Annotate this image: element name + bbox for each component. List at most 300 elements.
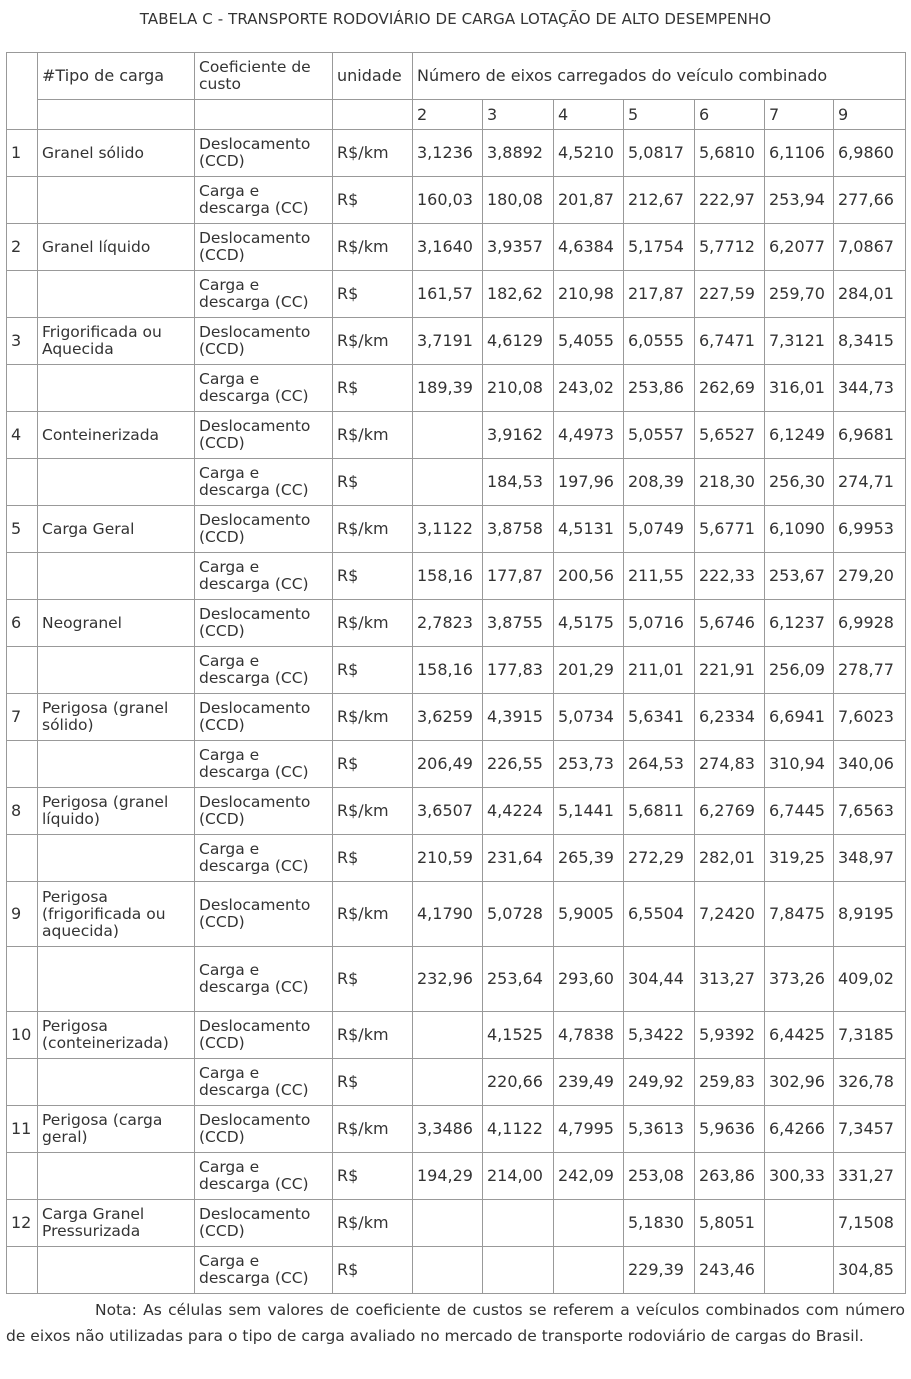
value-cell: 194,29	[413, 1153, 483, 1200]
value-cell: 284,01	[834, 271, 906, 318]
value-cell: 5,7712	[695, 224, 765, 271]
value-cell	[765, 1247, 834, 1294]
value-cell: 4,4224	[483, 788, 554, 835]
header-eixo-3: 3	[483, 100, 554, 130]
value-cell: 227,59	[695, 271, 765, 318]
unit-cell: R$/km	[333, 412, 413, 459]
table-row	[7, 741, 906, 788]
header-eixo-5: 5	[624, 100, 695, 130]
row-number-cell: 5	[7, 506, 38, 553]
cost-coefficient-cell: Carga e descarga (CC)	[195, 177, 333, 224]
table-row	[7, 835, 906, 882]
value-cell: 177,83	[483, 647, 554, 694]
cargo-type-cell	[38, 553, 195, 600]
value-cell: 5,8051	[695, 1200, 765, 1247]
value-cell: 4,7995	[554, 1106, 624, 1153]
table-row	[7, 1012, 906, 1059]
value-cell: 7,1508	[834, 1200, 906, 1247]
unit-cell: R$	[333, 947, 413, 1012]
value-cell: 6,7471	[695, 318, 765, 365]
cost-coefficient-cell: Deslocamento (CCD)	[195, 1200, 333, 1247]
unit-cell: R$/km	[333, 318, 413, 365]
value-cell: 4,1525	[483, 1012, 554, 1059]
value-cell: 272,29	[624, 835, 695, 882]
cargo-type-cell: Perigosa (granel sólido)	[38, 694, 195, 741]
row-number-cell: 8	[7, 788, 38, 835]
value-cell: 7,3457	[834, 1106, 906, 1153]
header-tipo-de-carga: #Tipo de carga	[38, 53, 195, 100]
cost-coefficient-table	[6, 52, 906, 1294]
row-number-cell: 4	[7, 412, 38, 459]
table-row	[7, 318, 906, 365]
cargo-type-cell	[38, 1153, 195, 1200]
cargo-type-cell	[38, 835, 195, 882]
value-cell: 3,7191	[413, 318, 483, 365]
unit-cell: R$/km	[333, 130, 413, 177]
value-cell	[413, 412, 483, 459]
row-number-cell: 1	[7, 130, 38, 177]
row-number-cell: 9	[7, 882, 38, 947]
cost-coefficient-cell: Deslocamento (CCD)	[195, 506, 333, 553]
value-cell: 7,6023	[834, 694, 906, 741]
value-cell: 3,8892	[483, 130, 554, 177]
value-cell: 4,4973	[554, 412, 624, 459]
unit-cell: R$/km	[333, 224, 413, 271]
header-eixos-row	[7, 100, 906, 130]
value-cell: 211,55	[624, 553, 695, 600]
cargo-type-cell: Perigosa (granel líquido)	[38, 788, 195, 835]
value-cell: 6,9681	[834, 412, 906, 459]
unit-cell: R$	[333, 1059, 413, 1106]
value-cell: 302,96	[765, 1059, 834, 1106]
value-cell: 3,6259	[413, 694, 483, 741]
header-eixo-7: 7	[765, 100, 834, 130]
value-cell	[413, 1247, 483, 1294]
value-cell: 161,57	[413, 271, 483, 318]
cargo-type-cell	[38, 177, 195, 224]
unit-cell: R$	[333, 1153, 413, 1200]
row-number-cell	[7, 835, 38, 882]
value-cell: 256,09	[765, 647, 834, 694]
unit-cell: R$/km	[333, 1200, 413, 1247]
value-cell: 340,06	[834, 741, 906, 788]
value-cell: 210,08	[483, 365, 554, 412]
value-cell: 253,64	[483, 947, 554, 1012]
header-blank-cell	[195, 100, 333, 130]
table-row	[7, 947, 906, 1012]
value-cell: 6,4266	[765, 1106, 834, 1153]
value-cell: 5,0734	[554, 694, 624, 741]
cost-coefficient-cell: Carga e descarga (CC)	[195, 365, 333, 412]
value-cell: 7,0867	[834, 224, 906, 271]
row-number-cell	[7, 459, 38, 506]
unit-cell: R$	[333, 647, 413, 694]
value-cell: 3,9357	[483, 224, 554, 271]
value-cell: 7,2420	[695, 882, 765, 947]
cargo-type-cell: Perigosa (frigorificada ou aquecida)	[38, 882, 195, 947]
value-cell: 6,4425	[765, 1012, 834, 1059]
value-cell	[413, 459, 483, 506]
value-cell: 208,39	[624, 459, 695, 506]
value-cell: 2,7823	[413, 600, 483, 647]
value-cell: 293,60	[554, 947, 624, 1012]
value-cell: 6,6941	[765, 694, 834, 741]
row-number-cell	[7, 1059, 38, 1106]
value-cell: 253,94	[765, 177, 834, 224]
cargo-type-cell	[38, 1247, 195, 1294]
header-blank-cell	[333, 100, 413, 130]
value-cell: 253,86	[624, 365, 695, 412]
value-cell: 5,0557	[624, 412, 695, 459]
value-cell: 242,09	[554, 1153, 624, 1200]
value-cell: 313,27	[695, 947, 765, 1012]
value-cell: 220,66	[483, 1059, 554, 1106]
value-cell: 5,9005	[554, 882, 624, 947]
table-row	[7, 224, 906, 271]
cargo-type-cell	[38, 459, 195, 506]
value-cell: 5,4055	[554, 318, 624, 365]
value-cell: 6,9860	[834, 130, 906, 177]
row-number-cell: 7	[7, 694, 38, 741]
value-cell: 265,39	[554, 835, 624, 882]
value-cell: 189,39	[413, 365, 483, 412]
row-number-cell: 2	[7, 224, 38, 271]
header-eixo-4: 4	[554, 100, 624, 130]
value-cell: 5,9392	[695, 1012, 765, 1059]
value-cell	[554, 1247, 624, 1294]
unit-cell: R$/km	[333, 1012, 413, 1059]
table-row	[7, 459, 906, 506]
value-cell: 201,87	[554, 177, 624, 224]
value-cell: 373,26	[765, 947, 834, 1012]
value-cell: 5,3613	[624, 1106, 695, 1153]
value-cell: 6,5504	[624, 882, 695, 947]
value-cell: 409,02	[834, 947, 906, 1012]
value-cell: 3,1640	[413, 224, 483, 271]
unit-cell: R$	[333, 177, 413, 224]
cost-coefficient-cell: Carga e descarga (CC)	[195, 271, 333, 318]
value-cell: 259,83	[695, 1059, 765, 1106]
value-cell: 231,64	[483, 835, 554, 882]
cargo-type-cell	[38, 271, 195, 318]
table-row	[7, 1153, 906, 1200]
cargo-type-cell	[38, 365, 195, 412]
value-cell	[413, 1012, 483, 1059]
value-cell: 304,85	[834, 1247, 906, 1294]
cargo-type-cell: Neogranel	[38, 600, 195, 647]
value-cell: 3,9162	[483, 412, 554, 459]
cargo-type-cell: Carga Geral	[38, 506, 195, 553]
cost-coefficient-cell: Deslocamento (CCD)	[195, 1106, 333, 1153]
value-cell: 4,7838	[554, 1012, 624, 1059]
header-coeficiente: Coeficiente de custo	[195, 53, 333, 100]
table-row	[7, 271, 906, 318]
cost-coefficient-cell: Deslocamento (CCD)	[195, 318, 333, 365]
row-number-cell	[7, 741, 38, 788]
value-cell: 239,49	[554, 1059, 624, 1106]
value-cell: 264,53	[624, 741, 695, 788]
unit-cell: R$	[333, 741, 413, 788]
table-row	[7, 788, 906, 835]
row-number-cell: 11	[7, 1106, 38, 1153]
cost-coefficient-cell: Carga e descarga (CC)	[195, 835, 333, 882]
value-cell: 158,16	[413, 647, 483, 694]
value-cell: 243,02	[554, 365, 624, 412]
table-row	[7, 882, 906, 947]
value-cell: 249,92	[624, 1059, 695, 1106]
value-cell: 253,73	[554, 741, 624, 788]
value-cell: 4,3915	[483, 694, 554, 741]
value-cell: 278,77	[834, 647, 906, 694]
value-cell: 4,5210	[554, 130, 624, 177]
value-cell: 4,1122	[483, 1106, 554, 1153]
value-cell: 326,78	[834, 1059, 906, 1106]
cargo-type-cell: Carga Granel Pressurizada	[38, 1200, 195, 1247]
value-cell: 3,3486	[413, 1106, 483, 1153]
cargo-type-cell: Granel sólido	[38, 130, 195, 177]
row-number-cell	[7, 177, 38, 224]
value-cell: 6,1090	[765, 506, 834, 553]
value-cell: 331,27	[834, 1153, 906, 1200]
value-cell: 210,59	[413, 835, 483, 882]
value-cell: 180,08	[483, 177, 554, 224]
cost-coefficient-cell: Carga e descarga (CC)	[195, 553, 333, 600]
value-cell: 184,53	[483, 459, 554, 506]
value-cell	[413, 1059, 483, 1106]
value-cell: 5,1830	[624, 1200, 695, 1247]
value-cell	[765, 1200, 834, 1247]
value-cell: 3,8755	[483, 600, 554, 647]
table-row	[7, 1106, 906, 1153]
unit-cell: R$	[333, 271, 413, 318]
value-cell: 197,96	[554, 459, 624, 506]
value-cell: 6,1237	[765, 600, 834, 647]
value-cell: 6,1106	[765, 130, 834, 177]
footnote: Nota: As células sem valores de coeficiente de custos se referem a veículos combinados com número de eixos não utilizadas para o tipo de carga avaliado no mercado de transporte rodoviário de cargas do Brasil.	[6, 1301, 905, 1345]
value-cell: 211,01	[624, 647, 695, 694]
value-cell: 177,87	[483, 553, 554, 600]
value-cell: 5,9636	[695, 1106, 765, 1153]
value-cell	[483, 1200, 554, 1247]
value-cell: 7,3121	[765, 318, 834, 365]
unit-cell: R$/km	[333, 1106, 413, 1153]
value-cell: 319,25	[765, 835, 834, 882]
value-cell: 6,9953	[834, 506, 906, 553]
table-row	[7, 694, 906, 741]
header-eixo-2: 2	[413, 100, 483, 130]
unit-cell: R$	[333, 553, 413, 600]
value-cell: 263,86	[695, 1153, 765, 1200]
value-cell: 6,1249	[765, 412, 834, 459]
value-cell: 3,1236	[413, 130, 483, 177]
cargo-type-cell: Frigorificada ou Aquecida	[38, 318, 195, 365]
header-blank-cell	[38, 100, 195, 130]
cost-coefficient-cell: Carga e descarga (CC)	[195, 947, 333, 1012]
value-cell: 182,62	[483, 271, 554, 318]
value-cell: 316,01	[765, 365, 834, 412]
value-cell: 5,0817	[624, 130, 695, 177]
value-cell: 5,0728	[483, 882, 554, 947]
value-cell: 5,1441	[554, 788, 624, 835]
table-row	[7, 412, 906, 459]
value-cell: 4,6129	[483, 318, 554, 365]
table-title: TABELA C - TRANSPORTE RODOVIÁRIO DE CARGA LOTAÇÃO DE ALTO DESEMPENHO	[139, 10, 772, 28]
table-row	[7, 647, 906, 694]
unit-cell: R$	[333, 365, 413, 412]
cost-coefficient-cell: Carga e descarga (CC)	[195, 647, 333, 694]
table-row	[7, 177, 906, 224]
row-number-cell: 3	[7, 318, 38, 365]
value-cell: 6,2769	[695, 788, 765, 835]
value-cell: 226,55	[483, 741, 554, 788]
value-cell: 4,5175	[554, 600, 624, 647]
value-cell	[554, 1200, 624, 1247]
value-cell: 206,49	[413, 741, 483, 788]
table-row	[7, 1200, 906, 1247]
table-row	[7, 600, 906, 647]
value-cell: 4,6384	[554, 224, 624, 271]
value-cell: 221,91	[695, 647, 765, 694]
header-index	[7, 53, 38, 130]
value-cell: 6,2334	[695, 694, 765, 741]
cost-coefficient-cell: Deslocamento (CCD)	[195, 130, 333, 177]
table-row	[7, 1059, 906, 1106]
value-cell: 8,3415	[834, 318, 906, 365]
value-cell: 256,30	[765, 459, 834, 506]
row-number-cell	[7, 1153, 38, 1200]
value-cell: 310,94	[765, 741, 834, 788]
value-cell: 232,96	[413, 947, 483, 1012]
table-row	[7, 365, 906, 412]
value-cell: 4,5131	[554, 506, 624, 553]
value-cell	[413, 1200, 483, 1247]
cargo-type-cell	[38, 647, 195, 694]
header-numero-de-eixos: Número de eixos carregados do veículo combinado	[413, 53, 906, 100]
table-row	[7, 553, 906, 600]
row-number-cell: 6	[7, 600, 38, 647]
value-cell: 253,08	[624, 1153, 695, 1200]
value-cell: 229,39	[624, 1247, 695, 1294]
value-cell: 6,2077	[765, 224, 834, 271]
value-cell: 5,0749	[624, 506, 695, 553]
value-cell: 160,03	[413, 177, 483, 224]
table-row	[7, 506, 906, 553]
cargo-type-cell	[38, 947, 195, 1012]
value-cell: 344,73	[834, 365, 906, 412]
header-row	[7, 53, 906, 100]
value-cell: 200,56	[554, 553, 624, 600]
cargo-type-cell: Conteinerizada	[38, 412, 195, 459]
value-cell: 6,0555	[624, 318, 695, 365]
cost-coefficient-cell: Deslocamento (CCD)	[195, 694, 333, 741]
table-row	[7, 130, 906, 177]
value-cell: 3,8758	[483, 506, 554, 553]
cost-coefficient-cell: Carga e descarga (CC)	[195, 1247, 333, 1294]
cost-coefficient-cell: Carga e descarga (CC)	[195, 741, 333, 788]
value-cell: 222,33	[695, 553, 765, 600]
unit-cell: R$	[333, 1247, 413, 1294]
value-cell: 158,16	[413, 553, 483, 600]
value-cell: 4,1790	[413, 882, 483, 947]
value-cell: 5,6811	[624, 788, 695, 835]
value-cell: 222,97	[695, 177, 765, 224]
cost-coefficient-cell: Deslocamento (CCD)	[195, 1012, 333, 1059]
value-cell: 282,01	[695, 835, 765, 882]
cost-coefficient-cell: Deslocamento (CCD)	[195, 882, 333, 947]
value-cell: 5,0716	[624, 600, 695, 647]
value-cell: 279,20	[834, 553, 906, 600]
value-cell: 274,83	[695, 741, 765, 788]
cost-coefficient-cell: Carga e descarga (CC)	[195, 1059, 333, 1106]
header-eixo-6: 6	[695, 100, 765, 130]
value-cell: 304,44	[624, 947, 695, 1012]
cost-coefficient-cell: Deslocamento (CCD)	[195, 788, 333, 835]
cost-coefficient-cell: Carga e descarga (CC)	[195, 1153, 333, 1200]
value-cell: 214,00	[483, 1153, 554, 1200]
value-cell: 7,8475	[765, 882, 834, 947]
value-cell: 5,6771	[695, 506, 765, 553]
value-cell: 5,6527	[695, 412, 765, 459]
value-cell: 5,3422	[624, 1012, 695, 1059]
value-cell: 3,1122	[413, 506, 483, 553]
row-number-cell	[7, 271, 38, 318]
value-cell: 259,70	[765, 271, 834, 318]
value-cell: 253,67	[765, 553, 834, 600]
value-cell: 243,46	[695, 1247, 765, 1294]
value-cell: 5,6746	[695, 600, 765, 647]
row-number-cell	[7, 365, 38, 412]
row-number-cell: 12	[7, 1200, 38, 1247]
value-cell: 3,6507	[413, 788, 483, 835]
value-cell: 210,98	[554, 271, 624, 318]
value-cell: 5,6341	[624, 694, 695, 741]
value-cell: 7,6563	[834, 788, 906, 835]
cargo-type-cell: Perigosa (carga geral)	[38, 1106, 195, 1153]
value-cell: 7,3185	[834, 1012, 906, 1059]
value-cell: 8,9195	[834, 882, 906, 947]
unit-cell: R$/km	[333, 506, 413, 553]
unit-cell: R$/km	[333, 600, 413, 647]
cost-coefficient-cell: Deslocamento (CCD)	[195, 412, 333, 459]
cargo-type-cell: Granel líquido	[38, 224, 195, 271]
cost-coefficient-cell: Carga e descarga (CC)	[195, 459, 333, 506]
value-cell: 262,69	[695, 365, 765, 412]
value-cell: 274,71	[834, 459, 906, 506]
row-number-cell	[7, 647, 38, 694]
value-cell: 6,9928	[834, 600, 906, 647]
unit-cell: R$/km	[333, 694, 413, 741]
value-cell	[483, 1247, 554, 1294]
unit-cell: R$	[333, 835, 413, 882]
value-cell: 218,30	[695, 459, 765, 506]
value-cell: 5,1754	[624, 224, 695, 271]
value-cell: 277,66	[834, 177, 906, 224]
value-cell: 217,87	[624, 271, 695, 318]
value-cell: 6,7445	[765, 788, 834, 835]
cargo-type-cell	[38, 741, 195, 788]
value-cell: 212,67	[624, 177, 695, 224]
row-number-cell	[7, 553, 38, 600]
row-number-cell	[7, 947, 38, 1012]
cargo-type-cell	[38, 1059, 195, 1106]
cost-coefficient-cell: Deslocamento (CCD)	[195, 600, 333, 647]
unit-cell: R$/km	[333, 788, 413, 835]
value-cell: 348,97	[834, 835, 906, 882]
row-number-cell: 10	[7, 1012, 38, 1059]
value-cell: 201,29	[554, 647, 624, 694]
unit-cell: R$	[333, 459, 413, 506]
value-cell: 300,33	[765, 1153, 834, 1200]
